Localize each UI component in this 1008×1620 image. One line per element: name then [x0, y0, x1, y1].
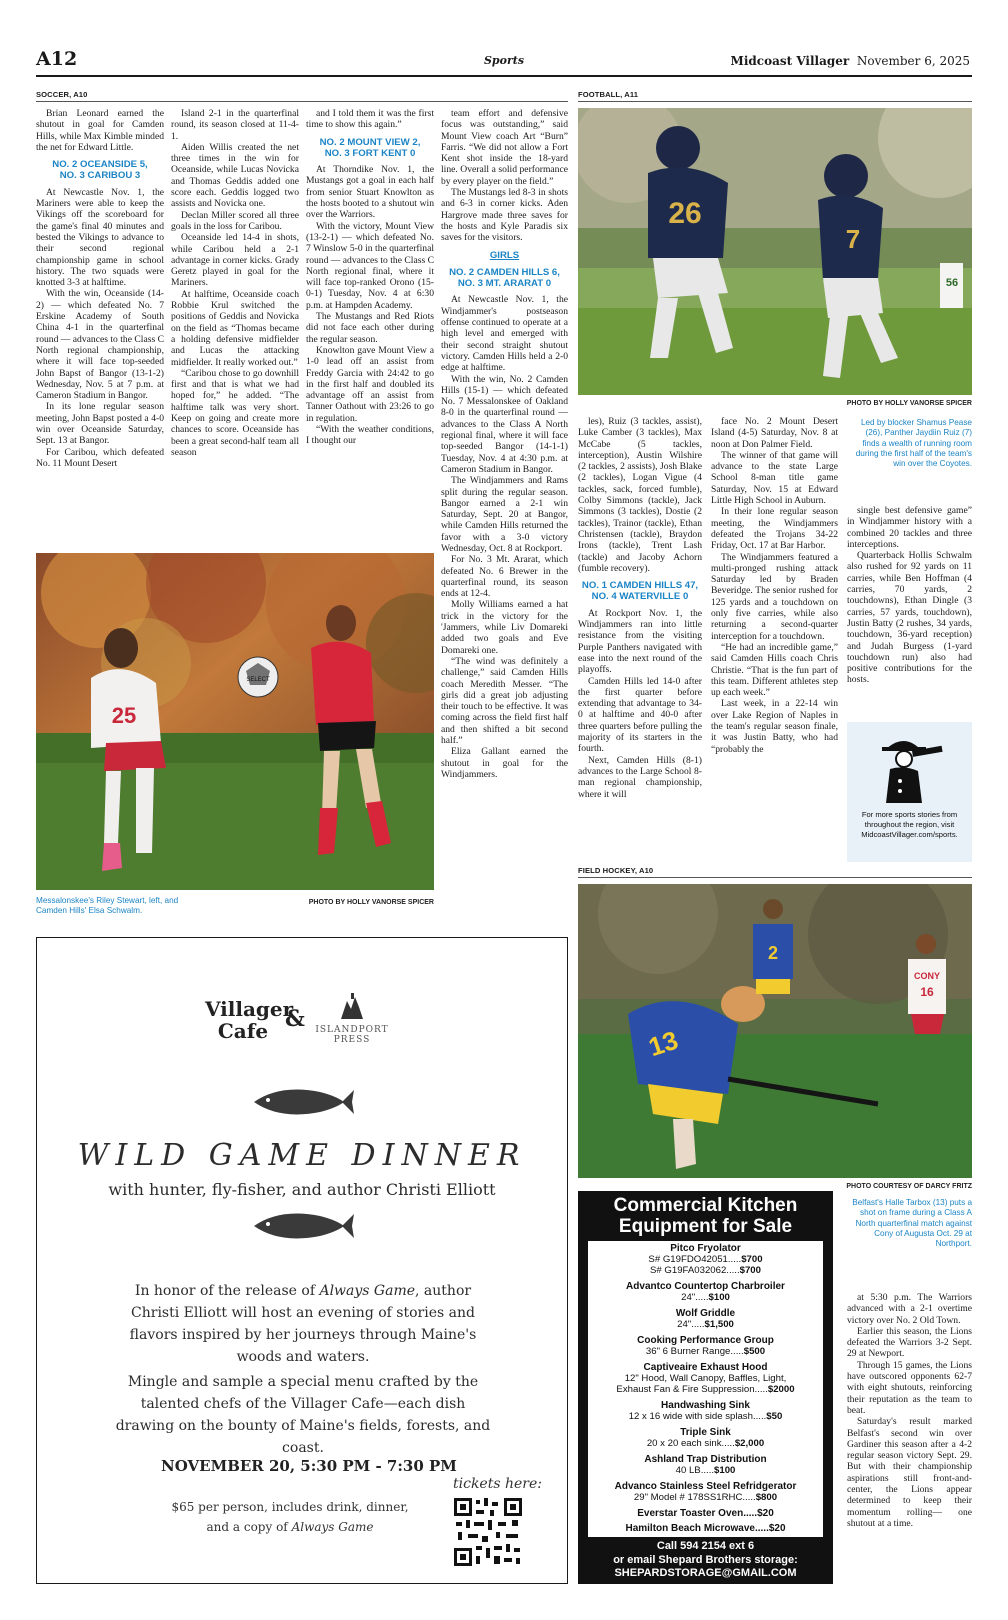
contact-phone[interactable]: Call 594 2154 ext 6 [656, 1540, 755, 1552]
para1-a: In honor of the release of [134, 1283, 320, 1299]
kit-item-name: Triple Sink [680, 1427, 731, 1438]
kit-item-detail [588, 1265, 823, 1276]
kit-item-desc: 40 LB..... [675, 1465, 715, 1476]
paragraph: Quarterback Hollis Schwalm also rushed for 92 yards on 11 carries, while Ben Hoffman (4 carries, 70 yards, 2 touchdowns), Ethan Dingle (3 carries, 57 yards, touchdown), Justin Batty (2 rushes, 34 yards, touchdown, 36-yard reception) and Judah Burgess (1-yard touchdown run) also had positive contributions for the hosts. [847, 550, 972, 686]
paragraph: Oceanside led 14-4 in shots, while Caribou held a 2-1 advantage in corner kicks. Grady Geretz played in goal for the Mariners. [171, 232, 299, 289]
paragraph: Camden Hills led 14-0 after the first quarter before extending that advantage to 34-0 at halftime and 40-0 after three quarters before pulling the majority of its starters in the fourth. [578, 675, 702, 755]
headline-camden-girls [441, 267, 568, 290]
football-jump-label: FOOTBALL, A11 [578, 90, 639, 99]
headline-mount-view-line1: NO. 2 MOUNT VIEW 2, [319, 136, 421, 148]
kit-item-price: $500 [743, 1346, 766, 1357]
kitchen-ad-title [578, 1195, 833, 1237]
kit-item-price: $700 [739, 1265, 761, 1276]
headline-oceanside [36, 159, 164, 182]
partner-line2: PRESS [333, 1035, 371, 1045]
kit-item-name: Cooking Performance Group [637, 1335, 774, 1346]
paragraph: At Newcastle Nov. 1, the Mariners were able to keep the Vikings off the scoreboard for the game's final 40 minutes and bested the Vikings to advance to their second regional championship game in school history. The two squads were knotted 3-3 at halftime. [36, 186, 164, 289]
paragraph: and I told them it was the first time to show this again.” [306, 108, 434, 131]
kit-item-price: $2,000 [734, 1438, 765, 1449]
kit-item [588, 1508, 823, 1519]
paragraph: “He had an incredible game,” said Camden Hills coach Chris Christie. “That is the fun part of this team. Different athletes step up each week.” [711, 641, 838, 699]
soccer-photo-art [36, 553, 434, 890]
kit-item-desc: Exhaust Fan & Fire Suppression..... [616, 1384, 768, 1395]
paragraph: At Thorndike Nov. 1, the Mustangs got a goal in each half from senior Stuart Knowlton as the hosts booted to a shutout win over the Warriors. [306, 164, 434, 221]
paragraph: The Windjammers featured a multi-pronged rushing attack Saturday led by Braden Beveridge. The senior rushed for 125 yards and a touchdown on only five carries, while also returning a second-quarter interception for a touchdown. [711, 551, 838, 642]
kit-item-desc: 36" 6 Burner Range..... [645, 1346, 744, 1357]
paragraph: Aiden Willis created the net three times in the win for Oceanside, while Lucas Novicka and Thomas Geddis added one score each. Geddis logged two assists and Novicka one. [171, 141, 299, 210]
paragraph: At halftime, Oceanside coach Robbie Krul switched the positions of Geddis and Novicka on the field as “Thomas became a holding defensive midfielder and Lucas the attacking midfielder. It really worked out.” [171, 288, 299, 368]
kit-item-price: $20 [768, 1523, 786, 1534]
soccer-col-4-a [441, 108, 568, 244]
paragraph: single best defensive game” in Windjammer history with a combined 20 tackles and three interceptions. [847, 505, 972, 550]
kit-item-inline [588, 1508, 823, 1519]
soccer-col-4 [441, 108, 568, 926]
kit-item [588, 1281, 823, 1303]
price-line-b [155, 1517, 425, 1537]
paragraph: The Mustangs led 8-3 in shots and 6-3 in corner kicks. Aden Hargrove made three saves for the hosts and Kyle Paradis six saves for the visitors. [441, 187, 568, 244]
paper-name: Midcoast Villager [730, 54, 850, 68]
headline-camden-football [578, 580, 702, 603]
football-photo [578, 108, 972, 395]
paragraph: With the victory, Mount View (13-2-1) — which defeated No. 7 Winslow 5-0 in the quarterfinal round — advances to the Class C North regional final, where it will face top-ranked Orono (15-0-1) Tuesday, Nov. 4 at 6:30 p.m. at Hampden Academy. [306, 220, 434, 311]
football-col-3 [847, 505, 972, 715]
paragraph: For No. 3 Mt. Ararat, which defeated No. 6 Brewer in the quarterfinal round, its season ends at 12-4. [441, 554, 568, 600]
brand-line1: Villager [205, 997, 294, 1021]
paragraph: team effort and defensive focus was outstanding,” said Mount View coach Art “Burn” Farris. “We did not allow a Fort Kent shot inside the 18-yard line. Overall a solid performance by every player on the field.” [441, 108, 568, 187]
price-b-text: and a copy of [206, 1520, 292, 1534]
kit-item-detail [588, 1373, 823, 1384]
ball-brand: SELECT [246, 677, 270, 683]
villager-cafe-logo [205, 997, 294, 1043]
headline-camden-football-line2: NO. 4 WATERVILLE 0 [591, 591, 689, 603]
paragraph: Declan Miller scored all three goals in the loss for Caribou. [171, 209, 299, 232]
qr-code[interactable] [452, 1496, 524, 1568]
field-hockey-col [847, 1292, 972, 1584]
hockey-jersey-cony: CONY [913, 971, 941, 981]
kit-item-detail [588, 1319, 823, 1330]
price-book-title: Always Game [291, 1520, 374, 1534]
kit-item-name: Handwashing Sink [661, 1400, 750, 1411]
soccer-jersey-number: 25 [111, 703, 137, 728]
kit-item-inline [588, 1523, 823, 1534]
kit-item [588, 1243, 823, 1276]
paragraph: In their lone regular season meeting, the Windjammers defeated the Trojans 34-22 Friday, Oct. 17 at Bar Harbor. [711, 506, 838, 552]
paragraph: For Caribou, which defeated No. 11 Mount Desert [36, 446, 164, 469]
kit-item-price: $50 [766, 1411, 783, 1422]
football-jersey-56: 56 [945, 277, 959, 289]
paragraph: “The wind was definitely a challenge,” said Camden Hills coach Meredith Messer. “The girls did a great job adjusting their touch to be effective. It was coming across the field first half and then shifted a bit second half.” [441, 655, 568, 747]
paragraph: Eliza Gallant earned the shutout in goal for the Windjammers. [441, 746, 568, 780]
brand-line2: Cafe [217, 1019, 269, 1043]
paragraph: The winner of that game will advance to the state Large School 8-man title game Saturday, Nov. 15 at Edward Little High School in Auburn. [711, 449, 838, 507]
paragraph: At Newcastle Nov. 1, the Windjammer's postseason offense continued to operate at a high level and emerged with their second straight shutout victory. Camden Hills held a 2-0 edge at halftime. [441, 294, 568, 374]
soccer-col-3-b [306, 164, 434, 446]
soccer-col-3 [306, 108, 434, 545]
paragraph: The Mustangs and Red Riots did not face each other during the regular season. [306, 311, 434, 345]
kit-item-price: $1,500 [704, 1319, 734, 1330]
soccer-col-4-b [441, 294, 568, 780]
football-col-2 [711, 416, 838, 852]
fish-icon-2 [250, 1206, 354, 1246]
field-hockey-photo-art [578, 884, 972, 1178]
hockey-jersey-13: 13 [644, 1024, 682, 1063]
headline-camden-girls-line2: NO. 3 MT. ARARAT 0 [457, 278, 552, 290]
paragraph: At Rockport Nov. 1, the Windjammers ran into little resistance from the visiting Purple Panthers navigated with ease into the next round of the playoffs. [578, 607, 702, 676]
football-jersey-7: 7 [845, 224, 861, 254]
soccer-col-3-a [306, 108, 434, 131]
kit-item-price: $700 [741, 1254, 763, 1265]
kitchen-contact [578, 1540, 833, 1581]
page-number: A12 [36, 48, 78, 70]
paragraph: Next, Camden Hills (8-1) advances to the Large School 8-man regional championship, where it will [578, 754, 702, 800]
para1-b: , author Christi Elliott will host an evening of stories and flavors inspired by her journeys through Maine's woods and waters. [129, 1283, 477, 1365]
contact-email[interactable]: SHEPARDSTORAGE@GMAIL.COM [614, 1567, 797, 1579]
kit-item-desc: 20 x 20 each sink..... [646, 1438, 735, 1449]
kit-item-detail [588, 1411, 823, 1422]
hockey-jersey-16: 16 [920, 985, 934, 999]
dinner-para-2: Mingle and sample a special menu crafted by the talented chefs of the Villager Cafe—each dish drawing on the bounty of Maine's fields, forests, and coast. [115, 1374, 491, 1456]
section-name: Sports [483, 54, 525, 67]
kit-item-desc: 12" Hood, Wall Canopy, Baffles, Light, [624, 1373, 787, 1384]
paragraph: face No. 2 Mount Desert Island (4-5) Saturday, Nov. 8 at noon at Don Palmer Field. [711, 416, 838, 450]
issue-date: November 6, 2025 [856, 54, 970, 68]
field-hockey-jump-label: FIELD HOCKEY, A10 [578, 866, 654, 875]
headline-camden-football-line1: NO. 1 CAMDEN HILLS 47, [581, 580, 699, 592]
paragraph: Last week, in a 22-14 win over Lake Region of Naples in the team's regular season finale, it was Justin Batty, who had “probably the [711, 698, 838, 755]
football-photo-credit: PHOTO BY HOLLY VANORSE SPICER [846, 400, 972, 407]
kit-item-price: $20 [757, 1508, 774, 1519]
kit-item-name: Everstar Toaster Oven..... [637, 1508, 758, 1519]
wild-game-dinner-ad[interactable] [36, 937, 568, 1584]
kit-item-detail [588, 1492, 823, 1503]
kit-item [588, 1335, 823, 1357]
kit-item-price: $100 [714, 1465, 736, 1476]
kit-item-name: Pitco Fryolator [670, 1243, 741, 1254]
kit-item-desc: S# G19FA032062..... [650, 1265, 740, 1276]
kit-item-detail [588, 1384, 823, 1395]
dinner-para-1 [117, 1280, 489, 1368]
kit-item-name: Hamilton Beach Microwave..... [625, 1523, 769, 1534]
paragraph: The Windjammers and Rams split during the regular season. Bangor earned a 2-1 win Saturday, Sept. 20 at Bangor, while Camden Hills returned the favor with a 3-0 victory Wednesday, Oct. 8 at Rockport. [441, 475, 568, 554]
house-ad[interactable] [847, 722, 972, 862]
football-rule [578, 101, 972, 102]
tickets-label: tickets here: [453, 1476, 542, 1492]
football-photo-art [578, 108, 972, 395]
kit-item-detail [588, 1346, 823, 1357]
girls-label: GIRLS [489, 249, 520, 261]
soccer-col-2 [171, 108, 299, 545]
kitchen-title-line2: Equipment for Sale [618, 1216, 793, 1237]
paragraph: With the win, Oceanside (14-2) — which defeated No. 7 Erskine Academy of South China 4-1 in the quarterfinal round — advances to the Class C North regional championship, where it will face top-seeded John Bapst of Bangor (13-1-2) Wednesday, Nov. 5 at 7 p.m. at Cameron Stadium in Bangor. [36, 288, 164, 402]
kit-item-desc: 24"..... [681, 1292, 709, 1303]
field-hockey-photo [578, 884, 972, 1178]
field-hockey-photo-credit: PHOTO COURTESY OF DARCY FRITZ [846, 1183, 972, 1190]
paragraph: les), Ruiz (3 tackles, assist), Luke Camber (3 tackles), Max McCabe (5 tackles, interception), Austin Wilshire (2 tackles, 2 assists), Josh Blake (2 tackles), Logan Vigue (4 tackles, sack, forced fumble), Colby Simmons (tackle), Jack Simmons (3 tackles), Dostie (2 tackles), Trainor (tackle), Ethan Christensen (tackle), Braydon Irons (tackle), Trent Lash (tackle) and Jacoby Achorn (fumble recovery). [578, 416, 702, 574]
field-hockey-rule [578, 877, 972, 878]
kit-item [588, 1523, 823, 1534]
paragraph: Knowlton gave Mount View a 1-0 lead off an assist from Freddy Garcia with 24:42 to go in the first half and doubled its advantage off an assist from Tanner Oathout with 23:26 to go in regulation. [306, 344, 434, 424]
kit-item [588, 1454, 823, 1476]
kit-item-name: Captiveaire Exhaust Hood [643, 1362, 768, 1373]
kit-item-detail [588, 1465, 823, 1476]
headline-oceanside-line2: NO. 3 CARIBOU 3 [59, 170, 141, 182]
kit-item [588, 1427, 823, 1449]
kit-item [588, 1362, 823, 1395]
kit-item [588, 1400, 823, 1422]
field-hockey-photo-caption: Belfast's Halle Tarbox (13) puts a shot on frame during a Class A North quarterfinal match against Cony of Augusta Oct. 29 at Northport. [852, 1198, 972, 1249]
kit-item-price: $2000 [767, 1384, 795, 1395]
soccer-col-1-a [36, 108, 164, 153]
book-title: Always Game [319, 1283, 416, 1299]
paragraph: Earlier this season, the Lions defeated the Warriors 3-2 Sept. 29 at Newport. [847, 1325, 972, 1360]
kit-item-desc: 29" Model # 178SS1RHC..... [633, 1492, 756, 1503]
kit-item-name: Advanco Stainless Steel Refridgerator [614, 1481, 797, 1492]
kitchen-equipment-ad[interactable] [578, 1191, 833, 1584]
paragraph: Through 15 games, the Lions have outscored opponents 62-7 with eight shutouts, reinforcing their reputation as the team to beat. [847, 1359, 972, 1416]
paragraph: Island 2-1 in the quarterfinal round, its season closed at 11-4-1. [171, 108, 299, 142]
brand-ampersand: & [285, 1006, 305, 1032]
islandport-logo [309, 991, 395, 1045]
headline-oceanside-line1: NO. 2 OCEANSIDE 5, [52, 159, 148, 171]
kit-item-desc: 12 x 16 wide with side splash..... [628, 1411, 767, 1422]
dinner-price [155, 1497, 425, 1537]
price-line-a: $65 per person, includes drink, dinner, [171, 1500, 409, 1514]
soccer-col-1-b [36, 187, 164, 469]
header-rule [36, 75, 972, 77]
football-col-1-a [578, 416, 702, 574]
paragraph: With the win, No. 2 Camden Hills (15-1) — which defeated No. 7 Messalonskee of Oakland 8-0 in the quarterfinal round — advances to the Class A North regional final, where it will face top-seeded Bangor (14-1-1) Tuesday, Nov. 4 at 4:30 p.m. at Cameron Stadium in Bangor. [441, 373, 568, 475]
soccer-photo [36, 553, 434, 890]
paragraph: Saturday's result marked Belfast's second win over Gardiner this season after a 4-2 regular season victory Sept. 29. But with their championship aspirations still front-and-center, the Lions appear determined to keep their momentum rolling— one shutout at a time. [847, 1416, 972, 1529]
house-ad-text: For more sports stories from throughout the region, visit MidcoastVillager.com/sports. [861, 810, 958, 839]
hockey-jersey-2: 2 [767, 943, 779, 963]
kitchen-item-list [588, 1241, 823, 1537]
football-col-1-b [578, 608, 702, 800]
lighthouse-icon [337, 991, 367, 1021]
partner-line1: ISLANDPORT [315, 1025, 389, 1035]
soccer-col-1 [36, 108, 164, 545]
kit-item-name: Advantco Countertop Charbroiler [626, 1281, 785, 1292]
masthead [731, 54, 970, 68]
kitchen-title-line1: Commercial Kitchen [613, 1195, 798, 1216]
paragraph: In its lone regular season meeting, John Bapst posted a 4-0 win over Oceanside Saturday, Sept. 13 at Bangor. [36, 401, 164, 447]
kit-item-detail [588, 1438, 823, 1449]
fish-icon [250, 1082, 354, 1122]
football-photo-caption: Led by blocker Shamus Pease (26), Panther Jaydiin Ruiz (7) finds a wealth of running room during the first half of the team's win over the Coyotes. [855, 418, 972, 469]
kit-item [588, 1308, 823, 1330]
soccer-rule [36, 101, 568, 102]
soccer-jump-label: SOCCER, A10 [36, 90, 88, 99]
paragraph: at 5:30 p.m. The Warriors advanced with a 2-1 overtime victory over No. 2 Old Town. [847, 1292, 972, 1326]
dinner-subtitle: with hunter, fly-fisher, and author Christi Elliott [108, 1180, 496, 1199]
soccer-photo-credit: PHOTO BY HOLLY VANORSE SPICER [308, 899, 434, 906]
kit-item-price: $100 [708, 1292, 730, 1303]
kit-item-detail [588, 1254, 823, 1265]
headline-mount-view-line2: NO. 3 FORT KENT 0 [324, 147, 416, 159]
football-jersey-26: 26 [668, 197, 702, 230]
kit-item-desc: S# G19FDO42051..... [648, 1254, 742, 1265]
football-col-1 [578, 416, 702, 852]
soccer-photo-caption: Messalonskee's Riley Stewart, left, and Camden Hills' Elsa Schwalm. [36, 896, 179, 916]
headline-mount-view [306, 137, 434, 160]
kit-item-price: $800 [755, 1492, 778, 1503]
dinner-date: NOVEMBER 20, 5:30 PM - 7:30 PM [161, 1457, 457, 1475]
dinner-title: WILD GAME DINNER [77, 1138, 527, 1173]
kit-item [588, 1481, 823, 1503]
paragraph: “With the weather conditions, I thought our [306, 424, 434, 447]
kit-item-desc: 24"..... [677, 1319, 705, 1330]
kit-item-detail [588, 1292, 823, 1303]
paragraph: Brian Leonard earned the shutout in goal for Camden Hills, while Max Kimble minded the net for Edward Little. [36, 108, 164, 153]
kit-item-name: Wolf Griddle [675, 1308, 736, 1319]
paragraph: Molly Williams earned a hat trick in the victory for the 'Jammers, while Liv Domareki added two goals and Eve Domareki one. [441, 599, 568, 656]
contact-line2: or email Shepard Brothers storage: [613, 1553, 798, 1566]
headline-camden-girls-line1: NO. 2 CAMDEN HILLS 6, [449, 266, 560, 278]
town-crier-icon [876, 729, 948, 805]
paragraph: “Caribou chose to go downhill first and that is what we had hoped for,” he added. “The halftime talk was very short. Keep on going and create more chances to score. Oceanside has been a great second-half team all season [171, 367, 299, 458]
kit-item-name: Ashland Trap Distribution [644, 1454, 767, 1465]
